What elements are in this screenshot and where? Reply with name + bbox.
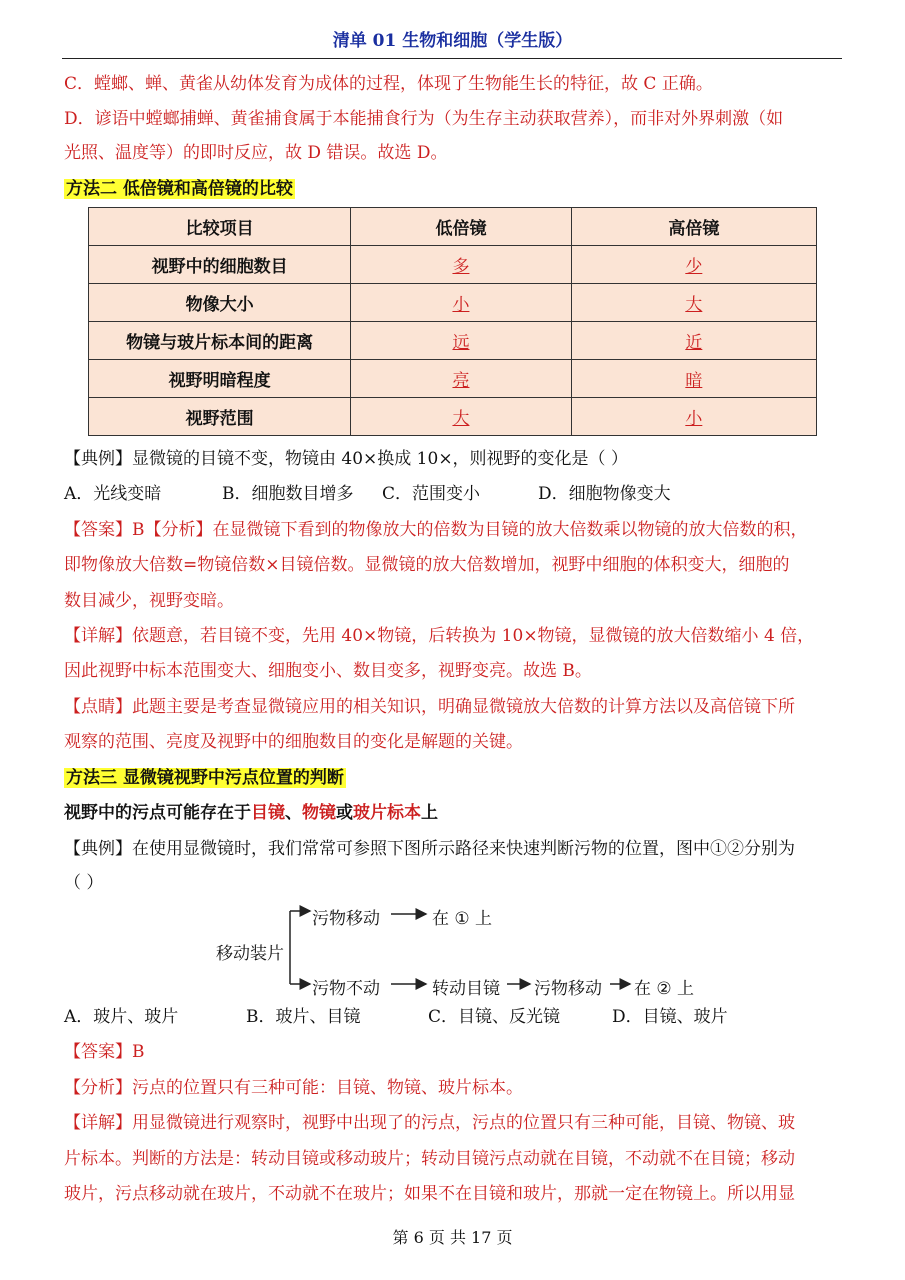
example2-analysis: 【分析】污点的位置只有三种可能：目镜、物镜、玻片标本。 <box>64 1078 523 1098</box>
example2-detail-line2: 片标本。判断的方法是：转动目镜或移动玻片；转动目镜污点动就在目镜，不动就不在目镜；移动 <box>64 1149 795 1169</box>
row-label: 视野明暗程度 <box>89 360 351 398</box>
example1-answer-line2: 即物像放大倍数=物镜倍数×目镜倍数。显微镜的放大倍数增加，视野中细胞的体积变大，细胞的 <box>64 555 790 575</box>
example2-option-d: D．目镜、玻片 <box>612 1007 728 1027</box>
high-power-answer: 少 <box>685 257 703 277</box>
high-power-answer: 大 <box>685 295 703 315</box>
table-header-row <box>89 208 817 246</box>
method2-heading-wrap <box>64 177 295 201</box>
example1-detail-line2: 因此视野中标本范围变大、细胞变小、数目变多，视野变亮。故选 B。 <box>64 661 592 681</box>
diagram-result-2: 在 ② 上 <box>634 979 695 999</box>
method3-heading-wrap <box>64 766 346 790</box>
method2-heading: 方法二 低倍镜和高倍镜的比较 <box>66 179 293 199</box>
option-c-explanation: C．螳螂、蝉、黄雀从幼体发育为成体的过程，体现了生物能生长的特征，故 C 正确。 <box>64 74 713 94</box>
option-d-explanation-line1: D．谚语中螳螂捕蝉、黄雀捕食属于本能捕食行为（为生存主动获取营养），而非对外界刺激（如 <box>64 109 784 129</box>
diagram-step-rotate-eyepiece: 转动目镜 <box>432 979 500 999</box>
table-row <box>89 360 817 398</box>
method3-heading: 方法三 显微镜视野中污点位置的判断 <box>66 768 344 788</box>
example2-option-b: B．玻片、目镜 <box>246 1007 361 1027</box>
low-power-answer: 小 <box>452 295 470 315</box>
intro-objective: 物镜 <box>302 803 336 823</box>
example2-option-c: C．目镜、反光镜 <box>428 1007 561 1027</box>
option-d-explanation-line2: 光照、温度等）的即时反应，故 D 错误。故选 D。 <box>64 143 448 163</box>
low-power-answer: 多 <box>452 257 470 277</box>
example1-option-b: B．细胞数目增多 <box>222 484 354 504</box>
table-row <box>89 246 817 284</box>
diagram-step-stain-moves: 污物移动 <box>534 979 602 999</box>
example1-option-a: A．光线变暗 <box>64 484 162 504</box>
row-label: 视野中的细胞数目 <box>89 246 351 284</box>
table-header-cell: 高倍镜 <box>571 208 816 246</box>
high-power-answer: 小 <box>685 409 703 429</box>
table-header-cell: 低倍镜 <box>351 208 571 246</box>
example1-question: 【典例】显微镜的目镜不变，物镜由 40×换成 10×，则视野的变化是（ ） <box>64 449 628 469</box>
example2-option-a: A．玻片、玻片 <box>64 1007 179 1027</box>
example1-option-c: C．范围变小 <box>382 484 481 504</box>
diagram-result-1: 在 ① 上 <box>432 909 493 929</box>
low-power-answer: 远 <box>452 333 470 353</box>
high-power-answer: 近 <box>685 333 703 353</box>
intro-or: 或 <box>336 803 353 823</box>
row-label: 物镜与玻片标本间的距离 <box>89 322 351 360</box>
example2-detail-line3: 玻片，污点移动就在玻片，不动就不在玻片；如果不在目镜和玻片，那就一定在物镜上。所以用显 <box>64 1184 795 1204</box>
example2-detail-line1: 【详解】用显微镜进行观察时，视野中出现了的污点，污点的位置只有三种可能，目镜、物镜、玻 <box>64 1113 795 1133</box>
intro-suffix: 上 <box>421 803 438 823</box>
table-row <box>89 284 817 322</box>
table-header-cell: 比较项目 <box>89 208 351 246</box>
stain-location-flow-diagram <box>212 900 712 1000</box>
diagram-branch-stain-moves: 污物移动 <box>312 909 380 929</box>
magnification-comparison-table <box>88 207 817 436</box>
example2-question-line1: 【典例】在使用显微镜时，我们常常可参照下图所示路径来快速判断污物的位置，图中①②分别为 <box>64 839 795 859</box>
high-power-answer: 暗 <box>685 371 703 391</box>
page-header-title: 清单 01 生物和细胞（学生版） <box>332 31 573 51</box>
header-rule <box>62 58 842 59</box>
page-number-footer: 第 6 页 共 17 页 <box>392 1228 513 1247</box>
intro-prefix: 视野中的污点可能存在于 <box>64 803 251 823</box>
intro-eyepiece: 目镜 <box>251 803 285 823</box>
table-row <box>89 398 817 436</box>
row-label: 视野范围 <box>89 398 351 436</box>
table-row <box>89 322 817 360</box>
example1-option-d: D．细胞物像变大 <box>538 484 671 504</box>
row-label: 物像大小 <box>89 284 351 322</box>
intro-sep: 、 <box>285 803 302 823</box>
example2-answer: 【答案】B <box>64 1042 145 1062</box>
low-power-answer: 大 <box>452 409 470 429</box>
example1-answer-line1: 【答案】B【分析】在显微镜下看到的物像放大的倍数为目镜的放大倍数乘以物镜的放大倍数的积， <box>64 520 808 540</box>
example2-question-line2: （ ） <box>64 873 104 893</box>
example1-comment-line2: 观察的范围、亮度及视野中的细胞数目的变化是解题的关键。 <box>64 732 523 752</box>
example1-answer-line3: 数目减少，视野变暗。 <box>64 591 234 611</box>
low-power-answer: 亮 <box>452 371 470 391</box>
intro-slide: 玻片标本 <box>353 803 421 823</box>
example1-comment-line1: 【点睛】此题主要是考查显微镜应用的相关知识，明确显微镜放大倍数的计算方法以及高倍镜下所 <box>64 697 795 717</box>
diagram-branch-stain-still: 污物不动 <box>312 979 380 999</box>
method3-intro <box>64 801 438 825</box>
example1-detail-line1: 【详解】依题意，若目镜不变，先用 40×物镜，后转换为 10×物镜，显微镜的放大倍数缩小 4 倍， <box>64 626 815 646</box>
diagram-root-move-slide: 移动装片 <box>216 944 284 964</box>
